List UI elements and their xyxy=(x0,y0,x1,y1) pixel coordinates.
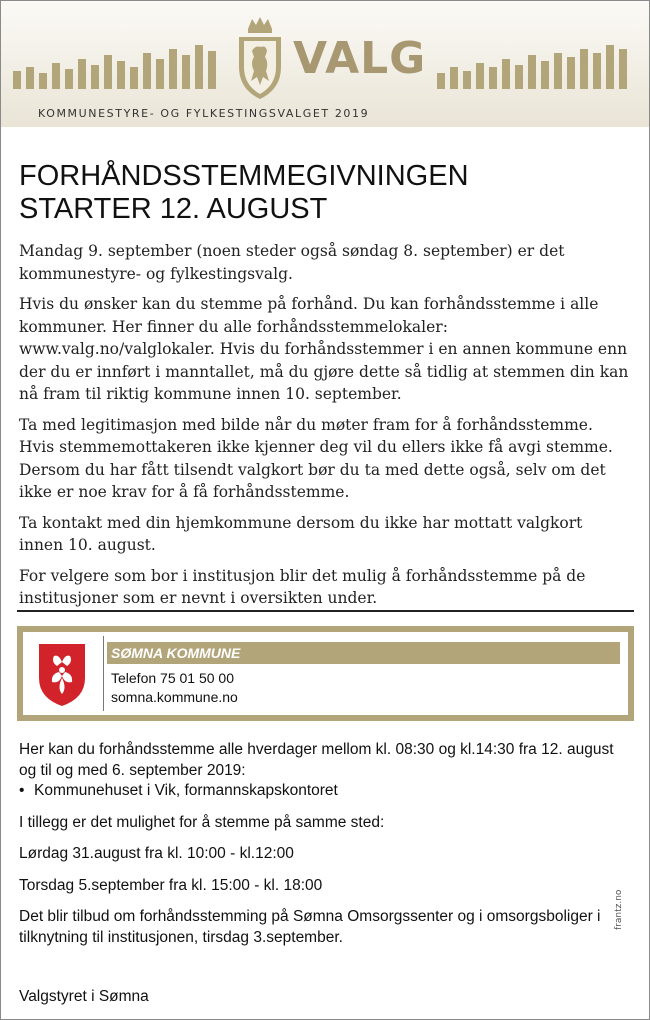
extra-day-2: Torsdag 5.september fra kl. 15:00 - kl. 18:00 xyxy=(19,876,323,894)
box-divider xyxy=(103,636,104,711)
section-divider xyxy=(17,610,634,612)
credit: frantz.no xyxy=(614,889,624,930)
signature: Valgstyret i Sømna xyxy=(19,988,149,1005)
intro-paragraph-5: For velgere som bor i institusjon blir det mulig å forhåndsstemme på de institusjoner som er nevnt i oversikten under. xyxy=(19,566,586,607)
intro-paragraph-3: Ta med legitimasjon med bilde når du møter fram for å forhåndsstemme. Hvis stemmemottakeren ikke kjenner deg vil du ellers ikke få avgi stemme. Dersom du har fått tilsendt valgkort bør du ta med dette også, selv om det ikke er noe krav for å få forhåndsstemme. xyxy=(19,415,613,501)
bar-pattern-right xyxy=(437,39,627,89)
intro-paragraph-2: Hvis du ønsker kan du stemme på forhånd. Du kan forhåndsstemme i alle kommuner. Her finner du alle forhåndsstemmelokaler: www.valg.no/valglokaler. Hvis du forhåndsstemmer i en annen kommune enn der du er innført i manntallet, må du gjøre dette så tidlig at stemmen din kan nå fram til riktig kommune innen 10. september. xyxy=(19,295,629,403)
location-item: • Kommunehuset i Vik, formannskapskontoret xyxy=(19,781,619,802)
norwegian-coat-of-arms-icon xyxy=(235,15,285,101)
valg-header xyxy=(1,1,649,127)
intro-paragraph-4: Ta kontakt med din hjemkommune dersom du ikke har mottatt valgkort innen 10. august. xyxy=(19,513,583,554)
valg-brand: VALG xyxy=(293,33,427,84)
intro-paragraph-1: Mandag 9. september (noen steder også søndag 8. september) er det kommunestyre- og fylkestingsvalg. xyxy=(19,242,565,283)
details-tillegg: I tillegg er det mulighet for å stemme på samme sted: xyxy=(19,813,385,831)
intro-text xyxy=(19,240,631,618)
kommune-box xyxy=(17,626,634,721)
bar-pattern-left xyxy=(13,39,216,89)
extra-day-1: Lørdag 31.august fra kl. 10:00 - kl.12:00 xyxy=(19,845,294,862)
details-intro: Her kan du forhåndsstemme alle hverdager mellom kl. 08:30 og kl.14:30 fra 12. august og til og med 6. september 2019: xyxy=(19,741,614,779)
headline xyxy=(19,160,469,226)
details-omsorg: Det blir tilbud om forhåndsstemming på Sømna Omsorgssenter og i omsorgsboliger i tilknytning til institusjonen, tirsdag 3.september. xyxy=(19,908,601,946)
kommune-name: SØMNA KOMMUNE xyxy=(107,642,620,664)
somna-shield-icon xyxy=(37,642,87,708)
kommune-phone: Telefon 75 01 50 00 xyxy=(111,670,234,686)
voting-details xyxy=(19,740,619,948)
election-subtitle: KOMMUNESTYRE- OG FYLKESTINGSVALGET 2019 xyxy=(38,107,370,120)
location-list xyxy=(19,781,619,802)
headline-line-1: FORHÅNDSSTEMMEGIVNINGEN xyxy=(19,160,469,192)
headline-line-2: STARTER 12. AUGUST xyxy=(19,193,328,225)
kommune-website: somna.kommune.no xyxy=(111,689,238,705)
